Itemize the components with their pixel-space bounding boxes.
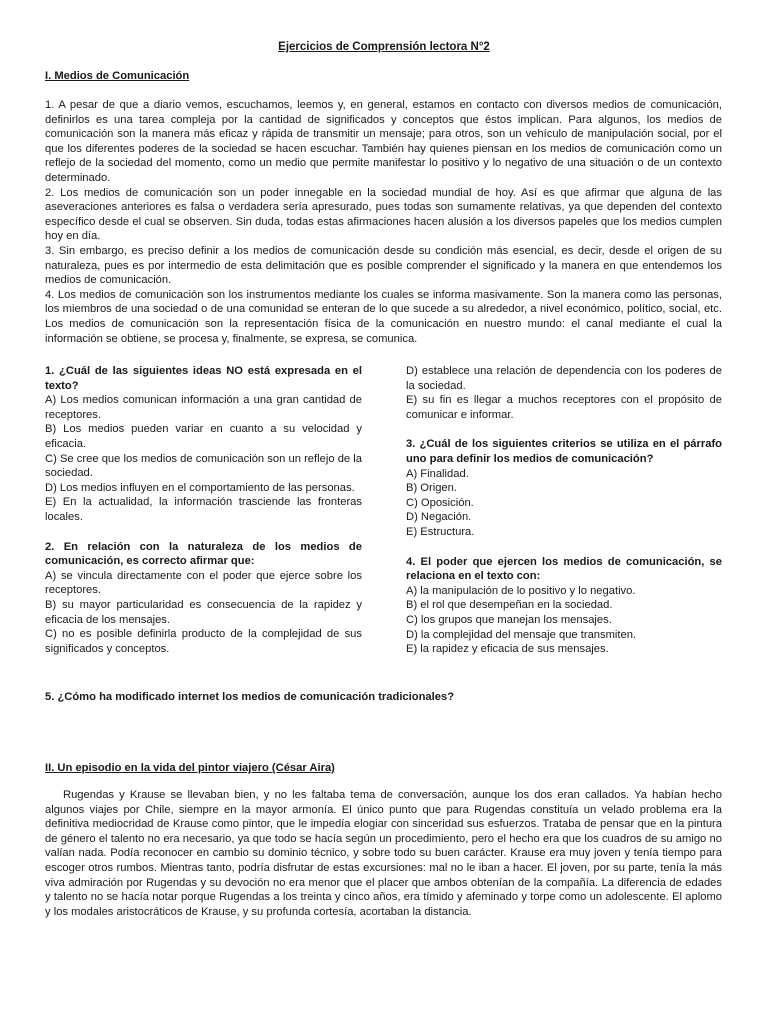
question-3 — [406, 437, 722, 539]
question-4-option-e: E) la rapidez y eficacia de sus mensajes. — [406, 643, 609, 656]
section-heading-medios: I. Medios de Comunicación — [45, 70, 190, 82]
question-1-option-b: B) Los medios pueden variar en cuanto a su velocidad y eficacia. — [45, 423, 362, 450]
question-3-option-c: C) Oposición. — [406, 496, 474, 509]
question-2-continued — [406, 364, 722, 422]
question-4-option-d: D) la complejidad del mensaje que transmiten. — [406, 628, 637, 641]
question-2-text: 2. En relación con la naturaleza de los medios de comunicación, es correcto afirmar que: — [45, 540, 362, 568]
question-2 — [45, 540, 362, 657]
question-1-option-d: D) Los medios influyen en el comportamiento de las personas. — [45, 481, 355, 494]
question-1 — [45, 364, 362, 525]
question-4-option-b: B) el rol que desempeñan en la sociedad. — [406, 599, 613, 612]
question-4-text: 4. El poder que ejercen los medios de comunicación, se relaciona en el texto con: — [406, 555, 722, 583]
question-2-option-d: D) establece una relación de dependencia con los poderes de la sociedad. — [406, 365, 722, 392]
question-1-text: 1. ¿Cuál de las siguientes ideas NO está expresada en el texto? — [45, 365, 362, 392]
paragraph-1: 1. A pesar de que a diario vemos, escuchamos, leemos y, en general, estamos en contacto con diversos medios de comunicación, definirlos es una tarea compleja por la cantidad de significados y conceptos que éstos implican. Para algunos, los medios de comunicación son la manera más eficaz y rápida de transmitir un mensaje; para otros, son un vehículo de manipulación social, por el que los diferentes poderes de la sociedad se hacen escuchar. También hay quienes piensan en los medios de comunicación como un reflejo de la sociedad del momento, como un medio que permite manifestar lo positivo y lo negativo de una situación o de un contexto determinado. — [45, 99, 722, 184]
questions-right-column — [406, 364, 722, 672]
paragraph-2: 2. Los medios de comunicación son un poder innegable en la sociedad mundial de hoy. Así es que afirmar que alguna de las aseveraciones anteriores es falsa o verdadera sería apresurado, pues todas son sumamente relativas, ya que dependen del contexto específico desde el cual se observen. Sin duda, todas estas afirmaciones hacen alusión a los diversos papeles que los medios cumplen hoy en día. — [45, 186, 722, 243]
question-1-option-c: C) Se cree que los medios de comunicación son un reflejo de la sociedad. — [45, 452, 362, 480]
question-4-option-c: C) los grupos que manejan los mensajes. — [406, 613, 612, 626]
question-3-option-a: A) Finalidad. — [406, 467, 469, 480]
section1-text — [45, 98, 722, 346]
question-2-option-c: C) no es posible definirla producto de la complejidad de sus significados y conceptos. — [45, 628, 362, 655]
question-2-option-a: A) se vincula directamente con el poder que ejerce sobre los receptores. — [45, 569, 362, 597]
question-3-option-e: E) Estructura. — [406, 525, 475, 538]
question-5-text: 5. ¿Cómo ha modificado internet los medios de comunicación tradicionales? — [45, 691, 455, 703]
paragraph-3: 3. Sin embargo, es preciso definir a los medios de comunicación desde su condición más esencial, es decir, desde el origen de su naturaleza, pues es por intermedio de esta delimitación que es posible comprender el significado y la manera en que entendemos los medios de comunicación. — [45, 244, 722, 287]
questions-left-column — [45, 364, 362, 671]
question-2-option-e: E) su fin es llegar a muchos receptores con el propósito de comunicar e informar. — [406, 394, 722, 421]
question-4 — [406, 555, 722, 657]
question-3-text: 3. ¿Cuál de los siguientes criterios se utiliza en el párrafo uno para definir los medios de comunicación? — [406, 438, 722, 465]
question-3-option-d: D) Negación. — [406, 511, 472, 524]
question-1-option-e: E) En la actualidad, la información trasciende las fronteras locales. — [45, 496, 362, 523]
paragraph-4: 4. Los medios de comunicación son los instrumentos mediante los cuales se informa masivamente. Son la manera como las personas, los miembros de una sociedad o de una comunidad se enteran de lo que sucede a su alrededor, a nivel económico, político, social, etc. Los medios de comunicación son la representación física de la comunicación en nuestro mundo: el canal mediante el cual la información se obtiene, se procesa y, finalmente, se expresa, se comunica. — [45, 288, 722, 345]
question-1-option-a: A) Los medios comunican información a una gran cantidad de receptores. — [45, 394, 362, 421]
question-4-option-a: A) la manipulación de lo positivo y lo negativo. — [406, 584, 636, 597]
page-title: Ejercicios de Comprensión lectora N°2 — [278, 41, 490, 53]
question-2-option-b: B) su mayor particularidad es consecuencia de la rapidez y eficacia de los mensajes. — [45, 598, 362, 626]
question-3-option-b: B) Origen. — [406, 482, 457, 495]
story-paragraph: Rugendas y Krause se llevaban bien, y no les faltaba tema de conversación, aunque los dos eran callados. Ya habían hecho algunos viajes por Chile, siempre en la mayor armonía. El único punto que para Rugendas constituía un velado problema era la definitiva mediocridad de Krause como pintor, que le impedía elogiar con sinceridad sus esfuerzos. Trataba de pensar que en la pintura de género el talento no era necesario, ya que todo se hacía según un procedimiento, pero el hecho era que los cuadros de su amigo no valían nada. Podía reconocer en cambio su dominio técnico, y sobre todo su buen carácter. Krause era muy joven y tenía tiempo para escoger otros rumbos. Mientras tanto, podría disfrutar de estas excursiones: mal no le iban a hacer. El joven, por su parte, tenía la más viva admiración por Rugendas y su devoción no era menor que el placer que ambos obtenían de la compañía. La diferencia de edades y talento no se hacía notar porque Rugendas a los treinta y cinco años, era tímido y afeminado y torpe como un adolescente. El aplomo y los modales aristocráticos de Krause, y su profunda cortesía, acortaban la distancia. — [45, 789, 722, 918]
section-heading-episodio: II. Un episodio en la vida del pintor viajero (César Aira) — [45, 762, 335, 774]
